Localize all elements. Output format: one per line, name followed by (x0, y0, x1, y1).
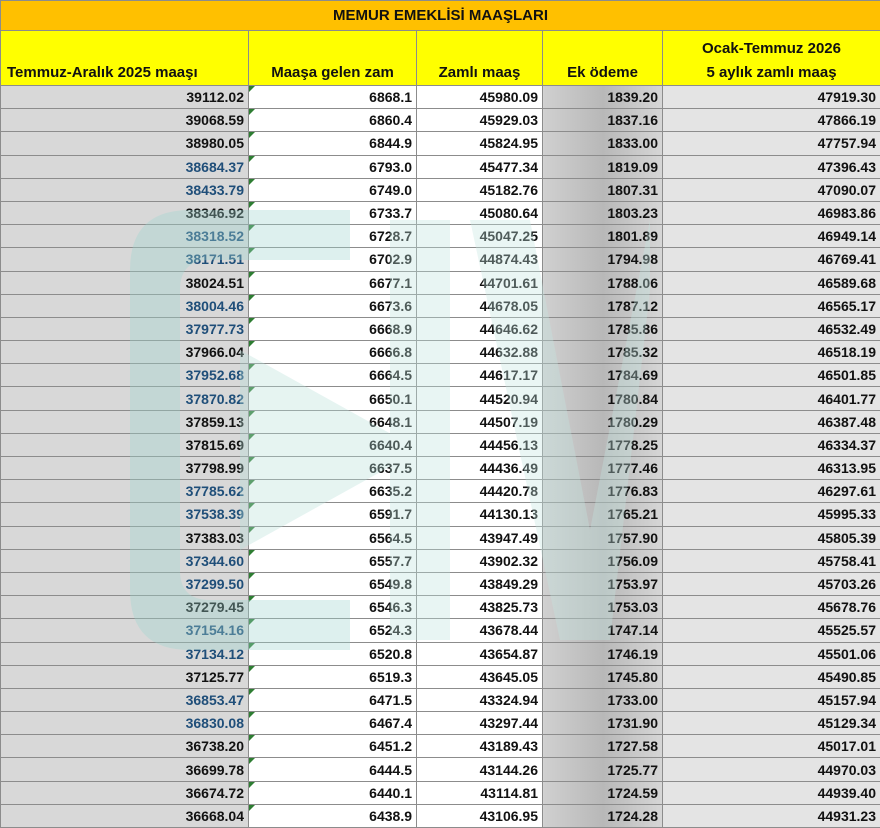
table-body (1, 86, 880, 828)
next-salary-cell[interactable]: 46313.95 (663, 457, 880, 480)
prev-salary-cell[interactable]: 37785.62 (1, 480, 249, 503)
extra-payment-cell[interactable]: 1725.77 (543, 758, 663, 781)
table-row (1, 735, 880, 758)
cell-marker-icon (249, 156, 255, 162)
next-salary-cell[interactable]: 46297.61 (663, 480, 880, 503)
extra-payment-cell[interactable]: 1839.20 (543, 86, 663, 109)
next-salary-cell[interactable]: 47396.43 (663, 155, 880, 178)
extra-payment-cell[interactable]: 1780.84 (543, 387, 663, 410)
extra-payment-cell[interactable]: 1727.58 (543, 735, 663, 758)
raise-amount-cell[interactable]: 6549.8 (249, 572, 417, 595)
extra-payment-cell[interactable]: 1785.86 (543, 317, 663, 340)
raise-amount-cell[interactable]: 6451.2 (249, 735, 417, 758)
prev-salary-cell[interactable]: 38684.37 (1, 155, 249, 178)
extra-payment-cell[interactable]: 1807.31 (543, 178, 663, 201)
cell-marker-icon (249, 643, 255, 649)
raise-amount-cell[interactable]: 6650.1 (249, 387, 417, 410)
table-row (1, 457, 880, 480)
sheet-title: MEMUR EMEKLİSİ MAAŞLARI (1, 1, 880, 31)
next-salary-cell[interactable]: 47757.94 (663, 132, 880, 155)
extra-payment-cell[interactable]: 1724.59 (543, 781, 663, 804)
raise-amount-cell[interactable]: 6520.8 (249, 642, 417, 665)
prev-salary-cell[interactable]: 37154.16 (1, 619, 249, 642)
table-row (1, 317, 880, 340)
raise-amount-cell[interactable]: 6640.4 (249, 433, 417, 456)
extra-payment-cell[interactable]: 1780.29 (543, 410, 663, 433)
next-salary-cell[interactable]: 46983.86 (663, 201, 880, 224)
next-salary-cell[interactable]: 46769.41 (663, 248, 880, 271)
prev-salary-cell[interactable]: 37134.12 (1, 642, 249, 665)
raised-salary-cell[interactable]: 44436.49 (417, 457, 543, 480)
prev-salary-cell[interactable]: 37977.73 (1, 317, 249, 340)
extra-payment-cell[interactable]: 1837.16 (543, 109, 663, 132)
prev-salary-cell[interactable]: 37859.13 (1, 410, 249, 433)
prev-salary-cell[interactable]: 37125.77 (1, 665, 249, 688)
next-salary-cell[interactable]: 45678.76 (663, 596, 880, 619)
raised-salary-cell[interactable]: 44520.94 (417, 387, 543, 410)
raised-salary-cell[interactable]: 44420.78 (417, 480, 543, 503)
prev-salary-cell[interactable]: 36674.72 (1, 781, 249, 804)
extra-payment-cell[interactable]: 1745.80 (543, 665, 663, 688)
prev-salary-cell[interactable]: 37383.03 (1, 526, 249, 549)
header-row (1, 31, 880, 86)
raised-salary-cell[interactable]: 44507.19 (417, 410, 543, 433)
cell-marker-icon (249, 712, 255, 718)
prev-salary-cell[interactable]: 37870.82 (1, 387, 249, 410)
cell-marker-icon (249, 480, 255, 486)
raise-amount-cell[interactable]: 6749.0 (249, 178, 417, 201)
next-salary-cell[interactable]: 45805.39 (663, 526, 880, 549)
extra-payment-cell[interactable]: 1724.28 (543, 804, 663, 827)
raise-amount-cell[interactable]: 6546.3 (249, 596, 417, 619)
prev-salary-cell[interactable]: 38024.51 (1, 271, 249, 294)
raised-salary-cell[interactable]: 43645.05 (417, 665, 543, 688)
prev-salary-cell[interactable]: 36668.04 (1, 804, 249, 827)
cell-marker-icon (249, 248, 255, 254)
table-row (1, 341, 880, 364)
extra-payment-cell[interactable]: 1757.90 (543, 526, 663, 549)
extra-payment-cell[interactable]: 1778.25 (543, 433, 663, 456)
next-salary-cell[interactable]: 46401.77 (663, 387, 880, 410)
raise-amount-cell[interactable]: 6860.4 (249, 109, 417, 132)
extra-payment-cell[interactable]: 1753.97 (543, 572, 663, 595)
raise-amount-cell[interactable]: 6564.5 (249, 526, 417, 549)
raised-salary-cell[interactable]: 45477.34 (417, 155, 543, 178)
extra-payment-cell[interactable]: 1801.89 (543, 225, 663, 248)
extra-payment-cell[interactable]: 1746.19 (543, 642, 663, 665)
cell-marker-icon (249, 503, 255, 509)
next-salary-cell[interactable]: 46518.19 (663, 341, 880, 364)
raised-salary-cell[interactable]: 43297.44 (417, 712, 543, 735)
table-row (1, 294, 880, 317)
prev-salary-cell[interactable]: 37966.04 (1, 341, 249, 364)
cell-marker-icon (249, 364, 255, 370)
cell-marker-icon (249, 550, 255, 556)
table-row (1, 688, 880, 711)
prev-salary-cell[interactable]: 37344.60 (1, 549, 249, 572)
table-row (1, 109, 880, 132)
raise-amount-cell[interactable]: 6467.4 (249, 712, 417, 735)
next-salary-cell[interactable]: 45525.57 (663, 619, 880, 642)
next-salary-cell[interactable]: 46334.37 (663, 433, 880, 456)
header-extra-payment: Ek ödeme (543, 31, 663, 86)
cell-marker-icon (249, 86, 255, 92)
cell-marker-icon (249, 387, 255, 393)
raise-amount-cell[interactable]: 6648.1 (249, 410, 417, 433)
raise-amount-cell[interactable]: 6733.7 (249, 201, 417, 224)
raised-salary-cell[interactable]: 43189.43 (417, 735, 543, 758)
prev-salary-cell[interactable]: 39068.59 (1, 109, 249, 132)
raised-salary-cell[interactable]: 44617.17 (417, 364, 543, 387)
cell-marker-icon (249, 109, 255, 115)
raised-salary-cell[interactable]: 45080.64 (417, 201, 543, 224)
header-next-salary: Ocak-Temmuz 2026 5 aylık zamlı maaş (663, 31, 880, 86)
extra-payment-cell[interactable]: 1785.32 (543, 341, 663, 364)
cell-marker-icon (249, 666, 255, 672)
prev-salary-cell[interactable]: 37299.50 (1, 572, 249, 595)
extra-payment-cell[interactable]: 1756.09 (543, 549, 663, 572)
next-salary-cell[interactable]: 45017.01 (663, 735, 880, 758)
prev-salary-cell[interactable]: 37279.45 (1, 596, 249, 619)
table-row (1, 572, 880, 595)
next-salary-cell[interactable]: 45703.26 (663, 572, 880, 595)
next-salary-cell[interactable]: 46501.85 (663, 364, 880, 387)
table-row (1, 178, 880, 201)
raised-salary-cell[interactable]: 45047.25 (417, 225, 543, 248)
extra-payment-cell[interactable]: 1794.98 (543, 248, 663, 271)
prev-salary-cell[interactable]: 37798.99 (1, 457, 249, 480)
raised-salary-cell[interactable]: 43144.26 (417, 758, 543, 781)
cell-marker-icon (249, 202, 255, 208)
cell-marker-icon (249, 272, 255, 278)
raise-amount-cell[interactable]: 6557.7 (249, 549, 417, 572)
raise-amount-cell[interactable]: 6677.1 (249, 271, 417, 294)
next-salary-cell[interactable]: 45157.94 (663, 688, 880, 711)
cell-marker-icon (249, 341, 255, 347)
table-row (1, 712, 880, 735)
prev-salary-cell[interactable]: 36738.20 (1, 735, 249, 758)
prev-salary-cell[interactable]: 38318.52 (1, 225, 249, 248)
raised-salary-cell[interactable]: 43106.95 (417, 804, 543, 827)
table-row (1, 155, 880, 178)
raised-salary-cell[interactable]: 45824.95 (417, 132, 543, 155)
raised-salary-cell[interactable]: 44130.13 (417, 503, 543, 526)
table-row (1, 665, 880, 688)
raise-amount-cell[interactable]: 6519.3 (249, 665, 417, 688)
extra-payment-cell[interactable]: 1803.23 (543, 201, 663, 224)
table-row (1, 387, 880, 410)
table-row (1, 804, 880, 827)
table-row (1, 433, 880, 456)
cell-marker-icon (249, 527, 255, 533)
header-raise-amount: Maaşa gelen zam (249, 31, 417, 86)
cell-marker-icon (249, 434, 255, 440)
table-row (1, 225, 880, 248)
extra-payment-cell[interactable]: 1753.03 (543, 596, 663, 619)
next-salary-cell[interactable]: 45501.06 (663, 642, 880, 665)
raised-salary-cell[interactable]: 43849.29 (417, 572, 543, 595)
next-salary-cell[interactable]: 44931.23 (663, 804, 880, 827)
cell-marker-icon (249, 179, 255, 185)
raise-amount-cell[interactable]: 6664.5 (249, 364, 417, 387)
raise-amount-cell[interactable]: 6673.6 (249, 294, 417, 317)
cell-marker-icon (249, 782, 255, 788)
table-row (1, 503, 880, 526)
extra-payment-cell[interactable]: 1833.00 (543, 132, 663, 155)
table-row (1, 201, 880, 224)
table-row (1, 549, 880, 572)
extra-payment-cell[interactable]: 1776.83 (543, 480, 663, 503)
raised-salary-cell[interactable]: 45929.03 (417, 109, 543, 132)
prev-salary-cell[interactable]: 38004.46 (1, 294, 249, 317)
prev-salary-cell[interactable]: 38980.05 (1, 132, 249, 155)
cell-marker-icon (249, 573, 255, 579)
next-salary-cell[interactable]: 45129.34 (663, 712, 880, 735)
raise-amount-cell[interactable]: 6438.9 (249, 804, 417, 827)
extra-payment-cell[interactable]: 1731.90 (543, 712, 663, 735)
prev-salary-cell[interactable]: 38433.79 (1, 178, 249, 201)
cell-marker-icon (249, 758, 255, 764)
header-prev-salary: Temmuz-Aralık 2025 maaşı (1, 31, 249, 86)
extra-payment-cell[interactable]: 1765.21 (543, 503, 663, 526)
table-row (1, 410, 880, 433)
raise-amount-cell[interactable]: 6844.9 (249, 132, 417, 155)
prev-salary-cell[interactable]: 38171.51 (1, 248, 249, 271)
raise-amount-cell[interactable]: 6668.9 (249, 317, 417, 340)
cell-marker-icon (249, 735, 255, 741)
raise-amount-cell[interactable]: 6440.1 (249, 781, 417, 804)
title-row (1, 1, 880, 31)
next-salary-cell[interactable]: 45758.41 (663, 549, 880, 572)
raise-amount-cell[interactable]: 6666.8 (249, 341, 417, 364)
prev-salary-cell[interactable]: 39112.02 (1, 86, 249, 109)
prev-salary-cell[interactable]: 37538.39 (1, 503, 249, 526)
next-salary-cell[interactable]: 46565.17 (663, 294, 880, 317)
raised-salary-cell[interactable]: 43902.32 (417, 549, 543, 572)
cell-marker-icon (249, 596, 255, 602)
extra-payment-cell[interactable]: 1819.09 (543, 155, 663, 178)
cell-marker-icon (249, 225, 255, 231)
raised-salary-cell[interactable]: 43678.44 (417, 619, 543, 642)
table-row (1, 526, 880, 549)
raised-salary-cell[interactable]: 43947.49 (417, 526, 543, 549)
raised-salary-cell[interactable]: 44874.43 (417, 248, 543, 271)
raised-salary-cell[interactable]: 44632.88 (417, 341, 543, 364)
cell-marker-icon (249, 689, 255, 695)
next-salary-cell[interactable]: 44970.03 (663, 758, 880, 781)
raised-salary-cell[interactable]: 43654.87 (417, 642, 543, 665)
next-salary-cell[interactable]: 45995.33 (663, 503, 880, 526)
raised-salary-cell[interactable]: 44646.62 (417, 317, 543, 340)
table-row (1, 132, 880, 155)
raise-amount-cell[interactable]: 6471.5 (249, 688, 417, 711)
raise-amount-cell[interactable]: 6868.1 (249, 86, 417, 109)
raise-amount-cell[interactable]: 6728.7 (249, 225, 417, 248)
raise-amount-cell[interactable]: 6637.5 (249, 457, 417, 480)
table-row (1, 642, 880, 665)
table-row (1, 271, 880, 294)
raise-amount-cell[interactable]: 6635.2 (249, 480, 417, 503)
next-salary-cell[interactable]: 47919.30 (663, 86, 880, 109)
cell-marker-icon (249, 457, 255, 463)
raised-salary-cell[interactable]: 43114.81 (417, 781, 543, 804)
prev-salary-cell[interactable]: 37952.68 (1, 364, 249, 387)
raise-amount-cell[interactable]: 6702.9 (249, 248, 417, 271)
cell-marker-icon (249, 805, 255, 811)
raised-salary-cell[interactable]: 44678.05 (417, 294, 543, 317)
table-row (1, 480, 880, 503)
raise-amount-cell[interactable]: 6524.3 (249, 619, 417, 642)
next-salary-cell[interactable]: 46387.48 (663, 410, 880, 433)
cell-marker-icon (249, 132, 255, 138)
table-row (1, 248, 880, 271)
next-salary-cell[interactable]: 46949.14 (663, 225, 880, 248)
table-row (1, 619, 880, 642)
extra-payment-cell[interactable]: 1788.06 (543, 271, 663, 294)
prev-salary-cell[interactable]: 36699.78 (1, 758, 249, 781)
next-salary-cell[interactable]: 44939.40 (663, 781, 880, 804)
cell-marker-icon (249, 295, 255, 301)
cell-marker-icon (249, 411, 255, 417)
prev-salary-cell[interactable]: 38346.92 (1, 201, 249, 224)
raise-amount-cell[interactable]: 6444.5 (249, 758, 417, 781)
next-salary-cell[interactable]: 47866.19 (663, 109, 880, 132)
prev-salary-cell[interactable]: 36830.08 (1, 712, 249, 735)
raise-amount-cell[interactable]: 6591.7 (249, 503, 417, 526)
extra-payment-cell[interactable]: 1733.00 (543, 688, 663, 711)
extra-payment-cell[interactable]: 1747.14 (543, 619, 663, 642)
raised-salary-cell[interactable]: 45182.76 (417, 178, 543, 201)
next-salary-cell[interactable]: 45490.85 (663, 665, 880, 688)
prev-salary-cell[interactable]: 37815.69 (1, 433, 249, 456)
next-salary-cell[interactable]: 46532.49 (663, 317, 880, 340)
header-raised-salary: Zamlı maaş (417, 31, 543, 86)
raised-salary-cell[interactable]: 43324.94 (417, 688, 543, 711)
table-row (1, 364, 880, 387)
table-row (1, 596, 880, 619)
extra-payment-cell[interactable]: 1784.69 (543, 364, 663, 387)
raised-salary-cell[interactable]: 45980.09 (417, 86, 543, 109)
extra-payment-cell[interactable]: 1777.46 (543, 457, 663, 480)
prev-salary-cell[interactable]: 36853.47 (1, 688, 249, 711)
extra-payment-cell[interactable]: 1787.12 (543, 294, 663, 317)
raised-salary-cell[interactable]: 44456.13 (417, 433, 543, 456)
cell-marker-icon (249, 318, 255, 324)
raised-salary-cell[interactable]: 44701.61 (417, 271, 543, 294)
next-salary-cell[interactable]: 46589.68 (663, 271, 880, 294)
raise-amount-cell[interactable]: 6793.0 (249, 155, 417, 178)
table-row (1, 781, 880, 804)
next-salary-cell[interactable]: 47090.07 (663, 178, 880, 201)
cell-marker-icon (249, 619, 255, 625)
table-row (1, 86, 880, 109)
raised-salary-cell[interactable]: 43825.73 (417, 596, 543, 619)
table-row (1, 758, 880, 781)
